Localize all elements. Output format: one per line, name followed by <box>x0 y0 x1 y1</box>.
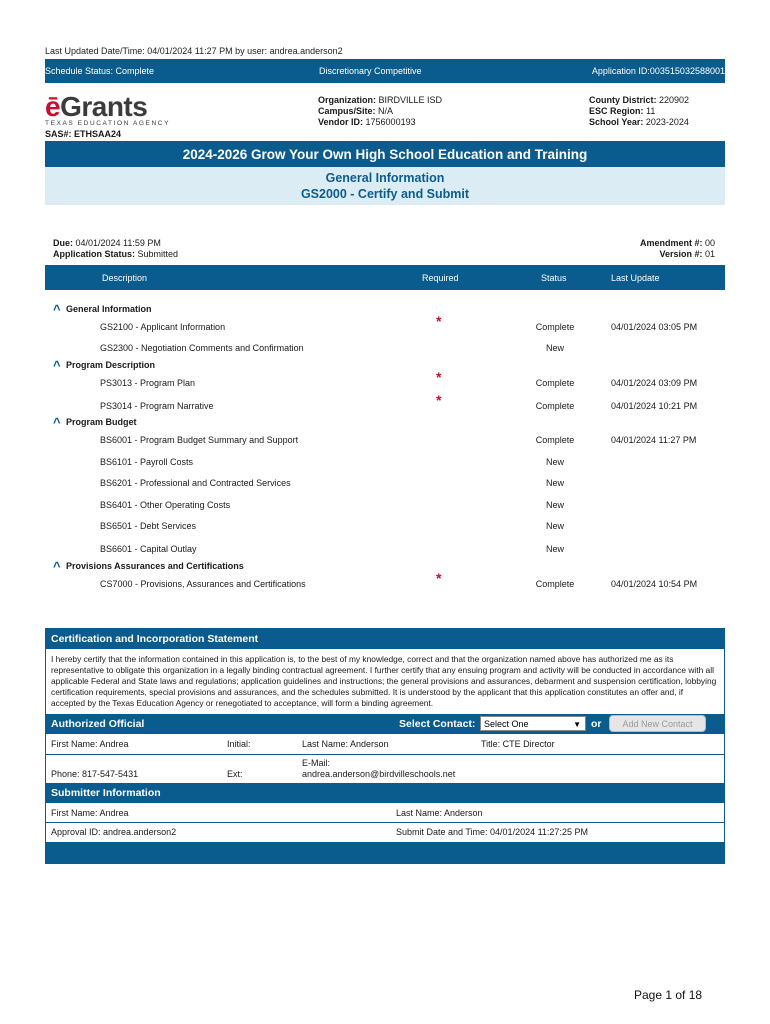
dropdown-arrow-icon: ▼ <box>573 720 581 729</box>
schedule-link[interactable]: BS6601 - Capital Outlay <box>100 544 197 554</box>
official-ext: Ext: <box>227 769 243 779</box>
group-program-description[interactable]: ^ Program Description <box>53 358 156 373</box>
status-value: Complete <box>535 401 575 411</box>
status-bar <box>45 59 725 83</box>
schedule-link[interactable]: BS6201 - Professional and Contracted Services <box>100 478 291 488</box>
select-contact-label: Select Contact: <box>399 718 476 730</box>
schedule-link[interactable]: BS6401 - Other Operating Costs <box>100 500 231 510</box>
select-contact-dropdown[interactable]: Select One ▼ <box>480 716 586 731</box>
official-initial: Initial: <box>227 739 251 749</box>
status-value: New <box>545 500 564 510</box>
status-value: New <box>545 544 564 554</box>
add-new-contact-button[interactable]: Add New Contact <box>609 715 706 732</box>
status-value: New <box>545 343 564 353</box>
required-marker: * <box>436 313 442 329</box>
certification-text: I hereby certify that the information contained in this application is, to the best of my knowledge, correct and that the organization named above has authorized me as its representative to obligate this organization in a legally binding contractual agreement. I further certify that any ensuing program and activity will be conducted in accordance with all applicable Federal and State laws and regulations; application guidelines and instructions; the general provisions and assurances, debarment and suspension certification, lobbying certification requirements, special provisions and assurances, and the schedules submitted. It is understood by the applicant that this application constitutes an offer and, if accepted by the Texas Education Agency or renegotiated to acceptance, will form a binding agreement. <box>51 654 717 708</box>
organization-info: Organization: BIRDVILLE ISD Campus/Site: N/A Vendor ID: 1756000193 <box>318 95 443 127</box>
table-row <box>0 369 770 392</box>
table-row <box>0 544 770 558</box>
submitter-info-title: Submitter Information <box>46 783 724 803</box>
page-number: Page 1 of 18 <box>634 988 703 1002</box>
sas-number: SAS#: ETHSAA24 <box>45 129 122 139</box>
egrants-logo: ēGrants TEXAS EDUCATION AGENCY <box>45 91 171 127</box>
amendment-info: Amendment #: 00 Version #: 01 <box>639 238 715 259</box>
status-value: Complete <box>535 378 575 388</box>
schedule-link[interactable]: GS2300 - Negotiation Comments and Confirmation <box>100 343 304 353</box>
table-row <box>0 457 770 471</box>
official-first-name: First Name: Andrea <box>51 739 129 749</box>
page-subtitle: General Information GS2000 - Certify and Submit <box>45 167 725 205</box>
status-value: Complete <box>535 579 575 589</box>
group-program-budget[interactable]: ^ Program Budget <box>53 415 137 430</box>
chevron-up-icon[interactable]: ^ <box>53 415 61 430</box>
official-title: Title: CTE Director <box>481 739 555 749</box>
table-row <box>0 343 770 357</box>
schedule-status: Schedule Status: Complete <box>45 66 155 76</box>
district-info: County District: 220902 ESC Region: 11 School Year: 2023-2024 <box>589 95 690 127</box>
official-phone: Phone: 817-547-5431 <box>51 769 139 779</box>
schedule-link[interactable]: BS6001 - Program Budget Summary and Support <box>100 435 299 445</box>
submitter-name-row <box>46 803 724 823</box>
or-label: or <box>591 718 602 730</box>
table-row <box>0 478 770 492</box>
authorized-official-title: Authorized Official <box>51 718 145 730</box>
table-row <box>0 313 770 336</box>
status-value: Complete <box>535 322 575 332</box>
chevron-up-icon[interactable]: ^ <box>53 559 61 574</box>
schedule-link[interactable]: PS3013 - Program Plan <box>100 378 196 388</box>
schedule-table-header <box>45 265 725 290</box>
last-updated: Last Updated Date/Time: 04/01/2024 11:27 PM by user: andrea.anderson2 <box>45 46 343 56</box>
certification-footer-bar <box>46 842 724 863</box>
col-last-update: Last Update <box>611 273 660 283</box>
schedule-link[interactable]: BS6101 - Payroll Costs <box>100 457 194 467</box>
required-marker: * <box>436 369 442 385</box>
table-row <box>0 521 770 535</box>
chevron-up-icon[interactable]: ^ <box>53 302 61 317</box>
col-required: Required <box>422 273 459 283</box>
status-value: New <box>545 521 564 531</box>
table-row <box>0 570 770 593</box>
table-row <box>0 392 770 415</box>
status-value: New <box>545 478 564 488</box>
certification-title: Certification and Incorporation Statement <box>46 629 724 649</box>
status-value: Complete <box>535 435 575 445</box>
official-contact-row <box>46 755 724 783</box>
table-row <box>0 500 770 514</box>
schedule-link[interactable]: PS3014 - Program Narrative <box>100 401 214 411</box>
status-value: New <box>545 457 564 467</box>
submitter-approval-row <box>46 822 724 842</box>
official-email-label: E-Mail: <box>302 758 331 768</box>
authorized-official-header <box>46 714 724 734</box>
chevron-up-icon[interactable]: ^ <box>53 358 61 373</box>
page-title: 2024-2026 Grow Your Own High School Education and Training <box>45 141 725 167</box>
last-update-value: 04/01/2024 10:54 PM <box>611 579 698 589</box>
schedule-link[interactable]: GS2100 - Applicant Information <box>100 322 226 332</box>
required-marker: * <box>436 392 442 408</box>
col-status: Status <box>541 273 567 283</box>
application-id: Application ID:003515032588001 <box>591 66 725 76</box>
group-provisions[interactable]: ^ Provisions Assurances and Certifications <box>53 559 244 574</box>
submitter-first-name: First Name: Andrea <box>51 808 129 818</box>
last-update-value: 04/01/2024 10:21 PM <box>611 401 698 411</box>
grant-type: Discretionary Competitive <box>319 66 422 76</box>
official-name-row <box>46 734 724 755</box>
official-last-name: Last Name: Anderson <box>302 739 389 749</box>
last-update-value: 04/01/2024 03:09 PM <box>611 378 698 388</box>
col-description: Description <box>102 273 148 283</box>
schedule-link[interactable]: BS6501 - Debt Services <box>100 521 197 531</box>
submitter-last-name: Last Name: Anderson <box>396 808 483 818</box>
group-general-information[interactable]: ^ General Information <box>53 302 152 317</box>
certification-panel <box>45 628 725 864</box>
schedule-link[interactable]: CS7000 - Provisions, Assurances and Certifications <box>100 579 306 589</box>
last-update-value: 04/01/2024 11:27 PM <box>611 435 697 445</box>
last-update-value: 04/01/2024 03:05 PM <box>611 322 698 332</box>
due-info: Due: 04/01/2024 11:59 PM Application Status: Submitted <box>53 238 179 259</box>
required-marker: * <box>436 570 442 586</box>
official-email: andrea.anderson@birdvilleschools.net <box>302 769 456 779</box>
approval-id: Approval ID: andrea.anderson2 <box>51 827 177 837</box>
submit-date-time: Submit Date and Time: 04/01/2024 11:27:25 PM <box>396 827 588 837</box>
table-row <box>0 435 770 449</box>
